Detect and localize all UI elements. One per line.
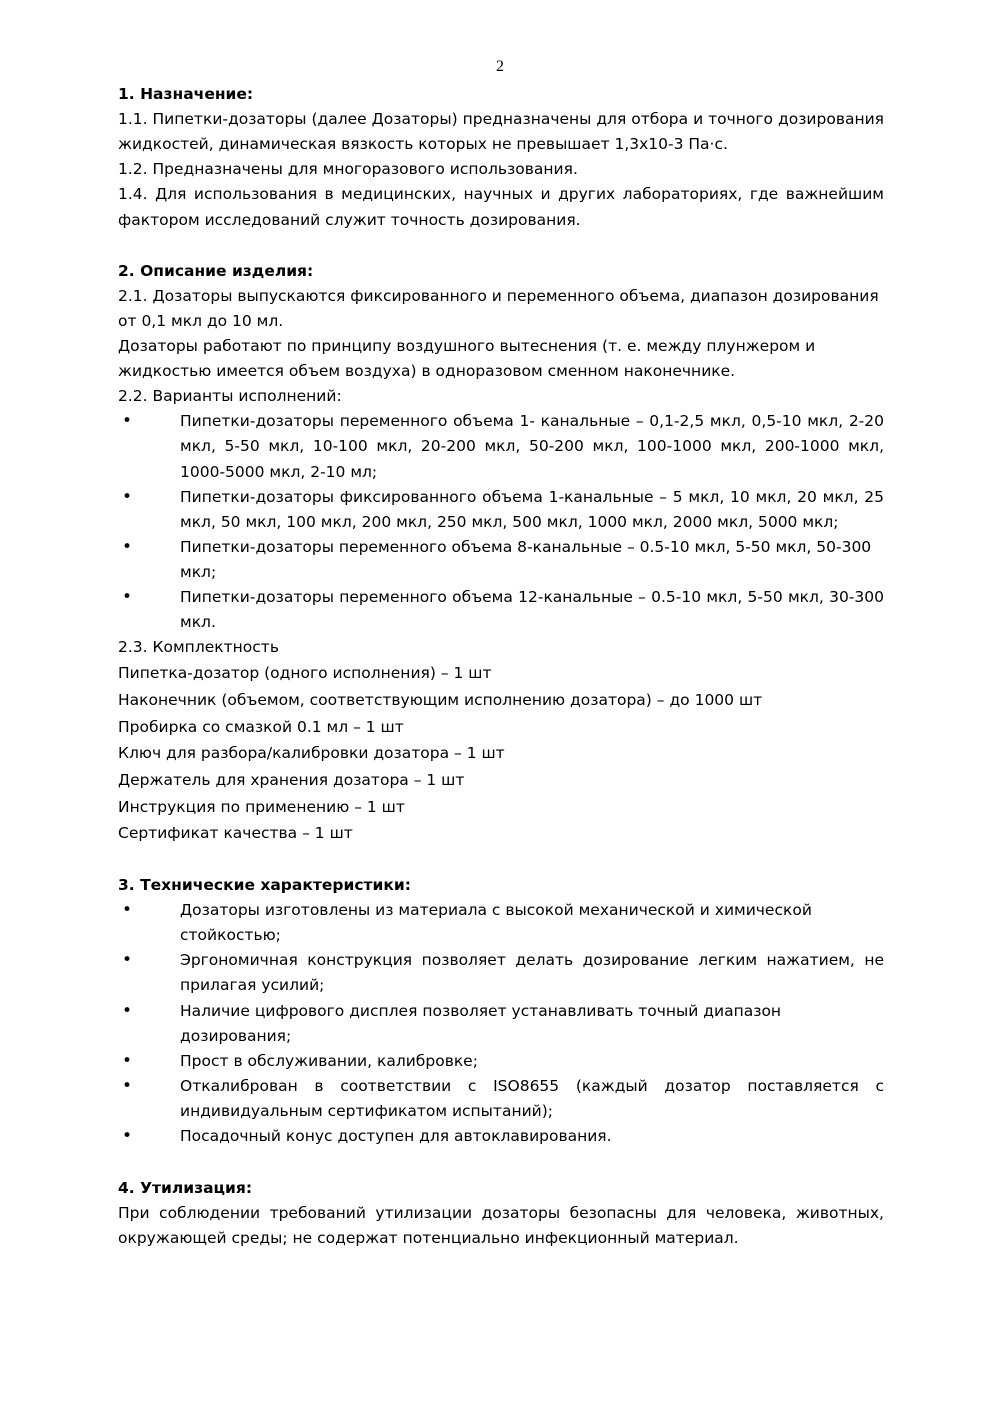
- section-1-paragraph-1: 1.1. Пипетки-дозаторы (далее Дозаторы) предназначены для отбора и точного дозирования жидкостей, динамическая вязкость которых не превышает 1,3х10-3 Па·с.: [118, 110, 884, 154]
- kit-item-7: Сертификат качества – 1 шт: [118, 824, 353, 843]
- section-3-bullet-3: [118, 999, 884, 1049]
- section-3-bullet-4-text: Прост в обслуживании, калибровке;: [180, 1051, 478, 1070]
- section-2-subheading: 2.3. Комплектность: [118, 638, 279, 657]
- section-spacer: [118, 847, 884, 873]
- bullet-icon: •: [122, 1050, 133, 1071]
- section-4-heading: 4. Утилизация:: [118, 1178, 253, 1197]
- section-2-heading: 2. Описание изделия:: [118, 261, 314, 280]
- section-1-heading: 1. Назначение:: [118, 85, 254, 103]
- section-3-bullet-2: [118, 948, 884, 998]
- bullet-icon: •: [122, 1000, 133, 1021]
- section-spacer: [118, 233, 884, 259]
- section-3-bullet-6: [118, 1124, 884, 1150]
- section-3-bullet-1-text: Дозаторы изготовлены из материала с высокой механической и химической стойкостью;: [180, 901, 812, 945]
- kit-item-4: Ключ для разбора/калибровки дозатора – 1 шт: [118, 744, 505, 763]
- bullet-icon: •: [122, 950, 133, 971]
- section-2-bullet-3-text: Пипетки-дозаторы переменного объема 8-канальные – 0.5-10 мкл, 5-50 мкл, 50-300 мкл;: [180, 537, 872, 581]
- bullet-icon: •: [122, 587, 133, 608]
- section-2-bullet-3: [118, 535, 884, 585]
- section-3-heading: 3. Технические характеристики:: [118, 876, 411, 894]
- bullet-icon: •: [122, 486, 133, 507]
- section-3-bullet-5: [118, 1074, 884, 1124]
- kit-item-6: Инструкция по применению – 1 шт: [118, 797, 405, 816]
- kit-item-3: Пробирка со смазкой 0.1 мл – 1 шт: [118, 717, 404, 736]
- section-2-bullet-2-text: Пипетки-дозаторы фиксированного объема 1-канальные – 5 мкл, 10 мкл, 20 мкл, 25 мкл, 50 мкл, 100 мкл, 200 мкл, 250 мкл, 500 мкл, 1000 мкл, 2000 мкл, 5000 мкл;: [180, 487, 884, 531]
- section-2-paragraph-1: 2.1. Дозаторы выпускаются фиксированного и переменного объема, диапазон дозирования от 0,1 мкл до 10 мл.: [118, 286, 879, 330]
- bullet-icon: •: [122, 1126, 133, 1147]
- bullet-icon: •: [122, 900, 133, 921]
- section-2-paragraph-3: 2.2. Варианты исполнений:: [118, 387, 342, 406]
- section-spacer: [118, 1150, 884, 1176]
- section-3-bullet-4: [118, 1049, 884, 1075]
- section-2-bullet-2: [118, 485, 884, 535]
- section-3-bullet-1: [118, 898, 884, 948]
- page-number: 2: [496, 58, 504, 75]
- section-1-paragraph-2: 1.2. Предназначены для многоразового использования.: [118, 160, 578, 179]
- bullet-icon: •: [122, 1076, 133, 1097]
- section-4-paragraph-1: При соблюдении требований утилизации дозаторы безопасны для человека, животных, окружающей среды; не содержат потенциально инфекционный материал.: [118, 1204, 884, 1248]
- section-1-paragraph-3: 1.4. Для использования в медицинских, научных и других лабораториях, где важнейшим фактором исследований служит точность дозирования.: [118, 185, 884, 229]
- section-2-bullet-1: [118, 409, 884, 484]
- section-3-bullet-6-text: Посадочный конус доступен для автоклавирования.: [180, 1127, 612, 1146]
- bullet-icon: •: [122, 536, 133, 557]
- kit-item-1: Пипетка-дозатор (одного исполнения) – 1 шт: [118, 664, 492, 683]
- section-2-bullet-1-text: Пипетки-дозаторы переменного объема 1- канальные – 0,1-2,5 мкл, 0,5-10 мкл, 2-20 мкл, 5-50 мкл, 10-100 мкл, 20-200 мкл, 50-200 мкл, 100-1000 мкл, 200-1000 мкл, 1000-5000 мкл, 2-10 мл;: [180, 412, 884, 481]
- section-3-bullet-3-text: Наличие цифрового дисплея позволяет устанавливать точный диапазон дозирования;: [180, 1001, 782, 1045]
- section-3-bullet-5-text: Откалиброван в соответствии с ISO8655 (каждый дозатор поставляется с индивидуальным сертификатом испытаний);: [180, 1077, 884, 1121]
- kit-item-5: Держатель для хранения дозатора – 1 шт: [118, 771, 465, 790]
- section-2-bullet-4: [118, 585, 884, 635]
- document-body: [118, 82, 884, 1251]
- section-2-paragraph-2: Дозаторы работают по принципу воздушного вытеснения (т. е. между плунжером и жидкостью имеется объем воздуха) в одноразовом сменном наконечнике.: [118, 336, 816, 381]
- kit-item-2: Наконечник (объемом, соответствующим исполнению дозатора) – до 1000 шт: [118, 691, 763, 710]
- section-2-bullet-4-text: Пипетки-дозаторы переменного объема 12-канальные – 0.5-10 мкл, 5-50 мкл, 30-300 мкл.: [180, 588, 884, 632]
- section-3-bullet-2-text: Эргономичная конструкция позволяет делать дозирование легким нажатием, не прилагая усилий;: [180, 951, 884, 995]
- bullet-icon: •: [122, 411, 133, 432]
